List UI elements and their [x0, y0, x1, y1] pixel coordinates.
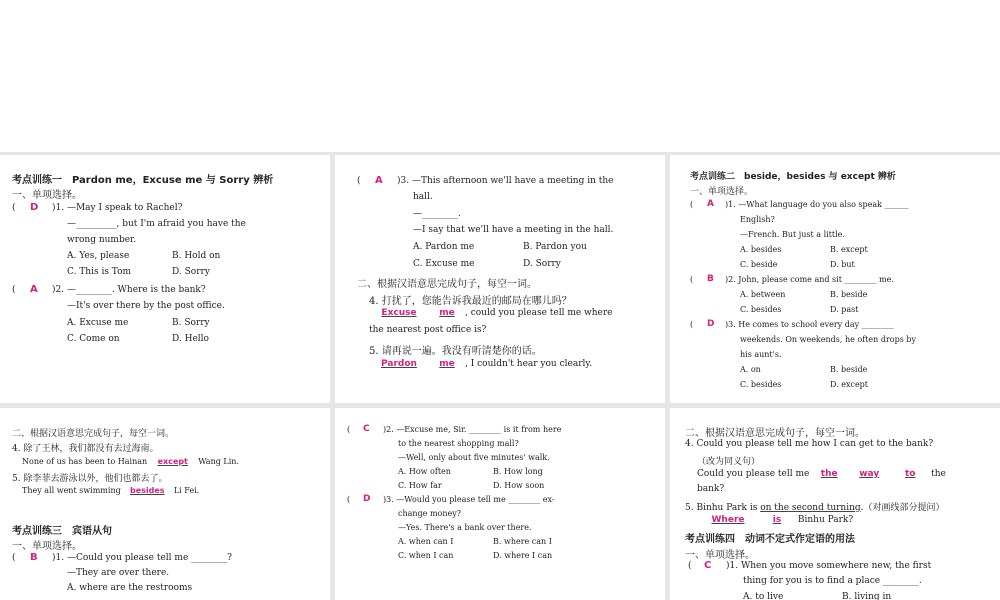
section-heading: 二、根据汉语意思完成句子，每空一词。 [685, 428, 865, 439]
q4-tail: , could you please tell me where [465, 308, 613, 318]
option: A. between [740, 290, 786, 299]
q5-post: .（对画线部分提问） [860, 503, 945, 513]
answer-blank: the [820, 469, 838, 479]
q4-answer-line [22, 457, 239, 466]
option: C. besides [740, 380, 782, 389]
option: B. Pardon you [523, 242, 587, 252]
option: B. where can I [493, 537, 552, 546]
answer-blank: Pardon [381, 359, 417, 369]
option: D. How soon [493, 481, 545, 490]
q5-answer-line [22, 486, 199, 495]
q2-line: )2. John, please come and sit ________ me. [725, 275, 894, 284]
panel-object-clause: 二、根据汉语意思完成句子，每空一词。 4. 除了王林，我们都没有去过海南。 None of us has been to Hainan except Wang Lin. 5. 除李菲去游泳以外，他们也都去了。 They all went swimming besides Li Fei. 考点训练三 宾语从句 一、单项选择。 ( B )1. —Could you please tell me ________? —They are over there. A. where are the restrooms [0, 408, 330, 600]
option: B. living in [842, 592, 892, 600]
q4-chinese: 4. 除了王林，我们都没有去过海南。 [12, 444, 159, 454]
option: A. Yes, please [67, 251, 130, 261]
q5-post: Li Fei. [173, 486, 200, 495]
q1-line: )1. —Could you please tell me ________? [52, 553, 232, 563]
panel-object-clause-continued: ( C )2. —Excuse me, Sir. ________ is it from here to the nearest shopping mall? —Well, only about five minutes' walk. A. How often B. How long C. How far D. How soon ( D )3. —Would you please tell me ________ ex- change money? —Yes. There's a bank over there. A. when can I B. where can I C. when I can D. where I can [335, 408, 665, 600]
q5-pre: 5. Binhu Park is [685, 503, 758, 513]
panel-infinitive-attributive: 二、根据汉语意思完成句子，每空一词。 4. Could you please tell me how I can get to the bank? （改为同义句） Could you please tell me the way to the bank? 5. Binhu Park is on the second turning.（对画线部分提问） Where is Binhu Park? 考点训练四 动词不定式作定语的用法 一、单项选择。 ( C )1. When you move somewhere new, the first thing for you is to find a place ________. A. to live B. living in [670, 408, 1000, 600]
q4-line4: bank? [697, 484, 725, 494]
section-heading: 一、单项选择。 [690, 187, 754, 197]
option: D. where I can [493, 551, 553, 560]
q2-line: to the nearest shopping mall? [398, 439, 519, 448]
answer-blank: me [439, 359, 455, 369]
option: A. besides [740, 245, 782, 254]
option: B. How long [493, 467, 543, 476]
panel-pardon-excuse-sorry: 考点训练一 Pardon me，Excuse me 与 Sorry 辨析 一、单项选择。 ( D )1. —May I speak to Rachel? —_________, but I'm afraid you have the wrong number. A. Yes, please B. Hold on C. This is Tom D. Sorry ( A )2. —________. Where is the bank? —It's over there by the post office. A. Excuse me B. Sorry C. Come on D. Hello [0, 155, 330, 403]
q1-line: English? [740, 215, 775, 224]
answer-blank: is [772, 515, 782, 525]
q3-line: )3. He comes to school every day ________ [725, 320, 894, 329]
q2-line: )2. —________. Where is the bank? [52, 285, 206, 295]
answer-blank: except [157, 457, 188, 466]
q1-line: thing for you is to find a place ________. [743, 576, 922, 586]
q1-line: —They are over there. [67, 568, 170, 578]
q2-line: )2. —Excuse me, Sir. ________ is it from here [383, 425, 562, 434]
top-blank-area [0, 0, 1000, 152]
q4-line: 4. Could you please tell me how I can get to the bank? [685, 439, 934, 449]
section-title: 考点训练三 宾语从句 [12, 526, 112, 537]
answer-q3: D [363, 494, 371, 504]
q5-answer-line [369, 359, 592, 369]
q1-line: )1. When you move somewhere new, the first [726, 561, 932, 571]
q5-pre: They all went swimming [22, 486, 121, 495]
option: D. Sorry [172, 267, 210, 277]
q5-underlined-phrase: on the second turning [760, 503, 861, 513]
answer-q2: A [30, 284, 38, 295]
option: B. beside [830, 290, 868, 299]
option: D. but [830, 260, 855, 269]
answer-blank: way [859, 469, 880, 479]
answer-blank: me [439, 308, 455, 318]
answer-q3: A [375, 175, 383, 186]
option: D. Sorry [523, 259, 561, 269]
q3-line: )3. —This afternoon we'll have a meeting in the [397, 176, 614, 186]
option: A. Pardon me [413, 242, 475, 252]
q5-line [685, 500, 945, 513]
section-heading: 一、单项选择。 [12, 541, 82, 552]
option: C. Come on [67, 334, 120, 344]
option: B. Sorry [172, 318, 210, 328]
option: B. beside [830, 365, 868, 374]
answer-q2: C [363, 424, 370, 434]
q5-tail: Binhu Park? [797, 515, 854, 525]
option: B. except [830, 245, 868, 254]
q3-line: —________. [413, 209, 461, 219]
section-title: 考点训练四 动词不定式作定语的用法 [685, 534, 855, 545]
section-heading: 二、根据汉语意思完成句子，每空一词。 [12, 429, 175, 439]
answer-blank: Excuse [381, 308, 417, 318]
q3-line: his aunt's. [740, 350, 782, 359]
q4-pre: None of us has been to Hainan [22, 457, 148, 466]
option: A. when can I [398, 537, 454, 546]
option: C. when I can [398, 551, 454, 560]
option: C. This is Tom [67, 267, 132, 277]
option: D. except [830, 380, 869, 389]
section-title: 考点训练一 Pardon me，Excuse me 与 Sorry 辨析 [12, 175, 274, 186]
q2-line: —Well, only about five minutes' walk. [398, 453, 550, 462]
panel-beside-besides-except: 考点训练二 beside，besides 与 except 辨析 一、单项选择。 ( A )1. —What language do you also speak ______ English? —French. But just a little. A. besides B. except C. beside D. but ( B )2. John, please come and sit ________ me. A. between B. beside C. besides D. past ( D )3. He comes to school every day ________ weekends. On weekends, he often drops by his aunt's. A. on B. beside C. besides D. except [670, 155, 1000, 403]
section-heading: 二、根据汉语意思完成句子，每空一词。 [357, 279, 537, 290]
q1-line: —French. But just a little. [740, 230, 845, 239]
option: C. Excuse me [413, 259, 475, 269]
q1-line: —_________, but I'm afraid you have the [67, 219, 246, 229]
answer-q2: B [707, 274, 714, 284]
section-heading: 一、单项选择。 [685, 550, 755, 561]
option: D. Hello [172, 334, 209, 344]
option: C. beside [740, 260, 778, 269]
q4-answer-line [369, 308, 613, 318]
q3-line: —Yes. There's a bank over there. [398, 523, 532, 532]
q4-post: Wang Lin. [198, 457, 239, 466]
answer-blank: Where [711, 515, 745, 525]
q4-pre: Could you please tell me [697, 469, 810, 479]
q5-tail: , I couldn't hear you clearly. [465, 359, 593, 369]
panel-pardon-continued: ( A )3. —This afternoon we'll have a meeting in the hall. —________. —I say that we'll have a meeting in the hall. A. Pardon me B. Pardon you C. Excuse me D. Sorry 二、根据汉语意思完成句子，每空一词。 4. 打扰了，您能告诉我最近的邮局在哪儿吗？ Excuse me , could you please tell me where the nearest post office is? 5. 请再说一遍。我没有听清楚你的话。 Pardon me , I couldn't hear you clearly. [335, 155, 665, 403]
q3-line: )3. —Would you please tell me ________ ex- [383, 495, 555, 504]
option: A. Excuse me [67, 318, 129, 328]
q3-line: hall. [413, 192, 433, 202]
q4-answer-line [697, 469, 946, 479]
option: C. besides [740, 305, 782, 314]
q1-line: )1. —What language do you also speak ______ [725, 200, 909, 209]
q1-line: )1. —May I speak to Rachel? [52, 203, 183, 213]
q3-line: weekends. On weekends, he often drops by [740, 335, 917, 344]
q4-line2: the nearest post office is? [369, 325, 487, 335]
q3-line: —I say that we'll have a meeting in the hall. [413, 225, 614, 235]
answer-q3: D [707, 319, 715, 329]
q4-note: （改为同义句） [697, 457, 761, 467]
q4-chinese: 4. 打扰了，您能告诉我最近的邮局在哪儿吗？ [369, 296, 572, 307]
option: D. past [830, 305, 859, 314]
section-heading: 一、单项选择。 [12, 190, 82, 201]
answer-blank: besides [129, 486, 165, 495]
option: A. where are the restrooms [67, 583, 193, 593]
answer-blank: to [904, 469, 916, 479]
answer-q1: A [707, 199, 714, 209]
q4-post: the [931, 469, 946, 479]
q5-chinese: 5. 请再说一遍。我没有听清楚你的话。 [369, 346, 542, 357]
option: A. on [740, 365, 761, 374]
answer-q1: B [30, 552, 38, 563]
answer-q1: C [704, 560, 712, 571]
section-title: 考点训练二 beside，besides 与 except 辨析 [690, 172, 896, 182]
option: A. How often [398, 467, 451, 476]
q2-line: —It's over there by the post office. [67, 301, 225, 311]
option: A. to live [743, 592, 784, 600]
answer-q1: D [30, 202, 39, 213]
q1-line: wrong number. [67, 235, 137, 245]
q5-answer-line [697, 515, 853, 525]
q3-line: change money? [398, 509, 462, 518]
option: C. How far [398, 481, 442, 490]
option: B. Hold on [172, 251, 221, 261]
q5-chinese: 5. 除李菲去游泳以外，他们也都去了。 [12, 474, 168, 484]
